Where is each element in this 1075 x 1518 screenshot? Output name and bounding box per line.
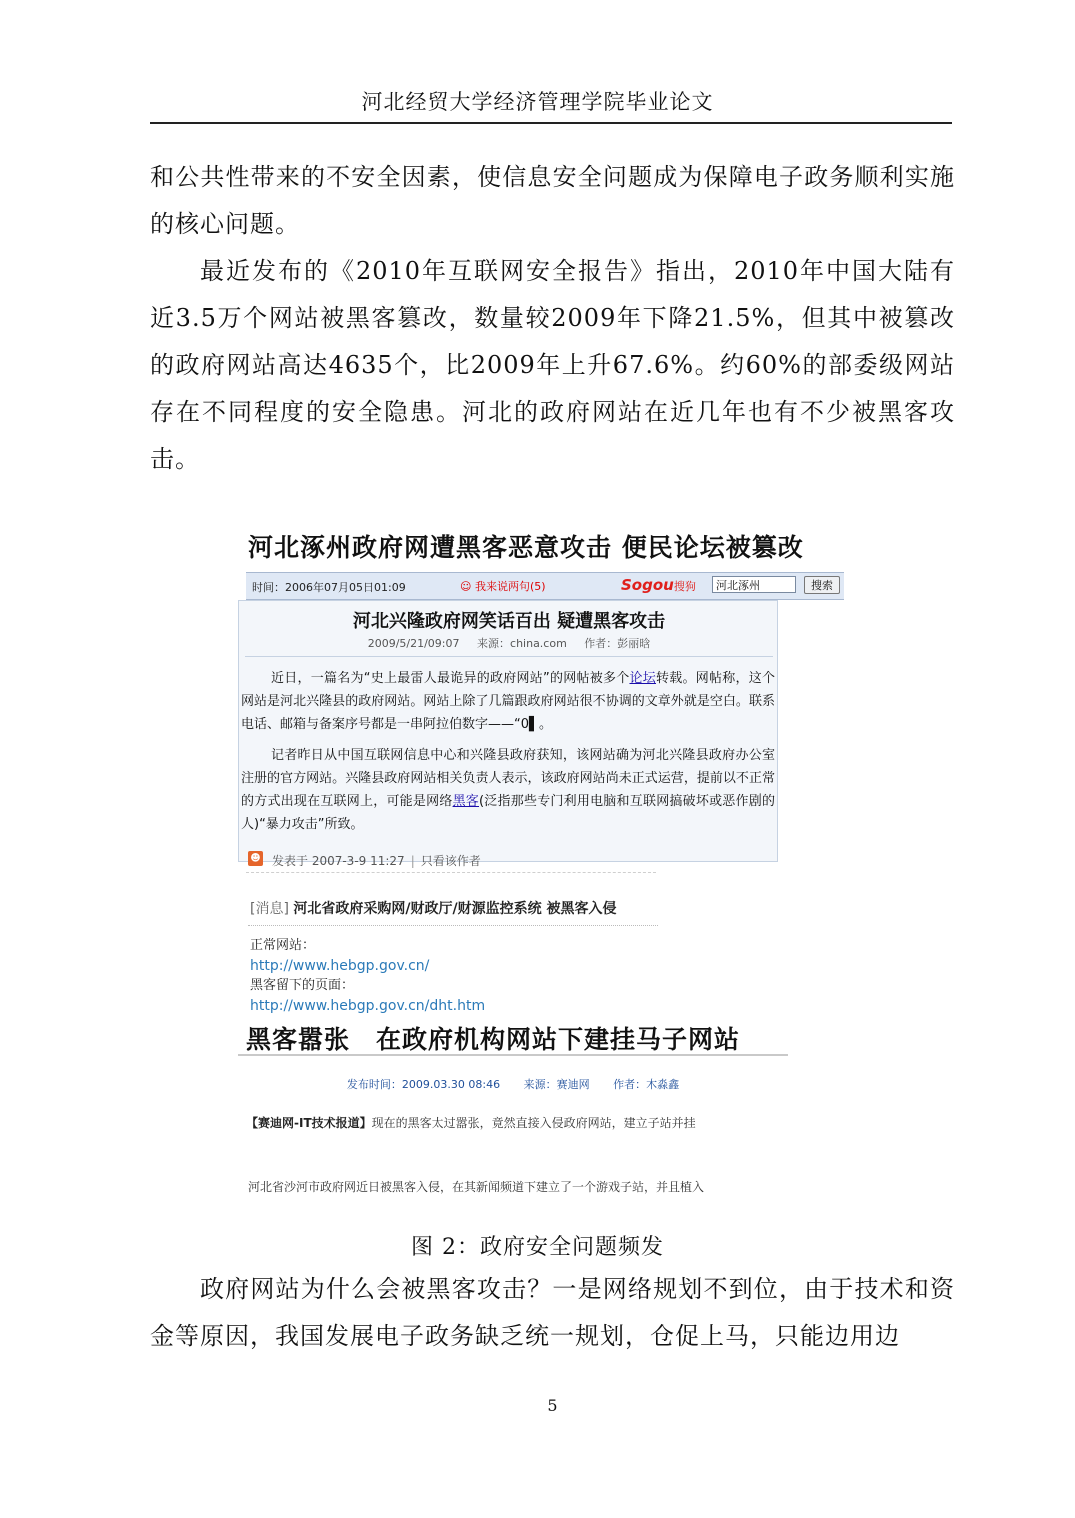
clip4-hacked-url: http://www.hebgp.gov.cn/dht.htm (250, 998, 486, 1014)
clip2-hacker-link: 黑客 (452, 794, 480, 809)
comment-icon: ☺ (460, 580, 472, 593)
clip2-author: 作者：彭丽晗 (584, 637, 651, 650)
clip4-title: 河北省政府采购网/财政厅/财源监控系统 被黑客入侵 (293, 901, 617, 917)
figure-2 (238, 520, 848, 1200)
user-icon: ☻ (248, 851, 263, 866)
clip2-p2-text-b: (泛指那些专门利用电脑和互联网搞破坏或恶作剧的人)“暴力攻击”所致。 (241, 794, 775, 832)
clip2-p2-text-a: 记者昨日从中国互联网信息中心和兴隆县政府获知，该网站确为河北兴隆县政府办公室注册的官方网站。兴隆县政府网站相关负责人表示，该政府网站尚未正式运营，提前以不正常的方式出现在互联网上，可能是网络 (241, 748, 775, 809)
clip2-headline: 河北兴隆政府网笑话百出 疑遭黑客攻击 (352, 611, 666, 632)
clip5-lead (246, 1114, 696, 1131)
clip2-source: 来源：china.com (477, 637, 567, 650)
clip2-rule (245, 656, 773, 657)
clip1-headline: 河北涿州政府网遭黑客恶意攻击 便民论坛被篡改 (248, 533, 804, 562)
sogou-logo (621, 576, 696, 594)
clip5-lead-text: 现在的黑客太过嚣张，竟然直接入侵政府网站，建立子站并挂 (371, 1116, 696, 1130)
clip4-hacked-label: 黑客留下的页面： (250, 978, 355, 993)
clip3-posted: 发表于 2007-3-9 11:27 (272, 854, 405, 868)
clip2-forum-link: 论坛 (629, 671, 656, 686)
clip2-paragraph-2 (241, 744, 775, 836)
clip5-source: 来源：赛迪网 (523, 1078, 590, 1091)
running-header: 河北经贸大学经济管理学院毕业论文 (361, 90, 714, 114)
clip2-body (241, 667, 775, 844)
clip2-p1-text-a: 近日，一篇名为“史上最雷人最诡异的政府网站”的网帖被多个 (271, 671, 630, 686)
clip1-search-button: 搜索 (804, 576, 840, 594)
clip4-normal-label: 正常网站： (250, 938, 316, 953)
clip5-lead-tag: 【赛迪网-IT技术报道】 (246, 1116, 372, 1130)
page-number: 5 (547, 1396, 558, 1415)
sogou-logo-text: Sogou (621, 576, 674, 594)
clip1-comment-link (460, 578, 546, 594)
clip5-meta (238, 1076, 788, 1092)
clip5-rule (238, 1054, 788, 1056)
clip3-only-author: 只看该作者 (420, 854, 481, 868)
paragraph-1: 和公共性带来的不安全因素，使信息安全问题成为保障电子政务顺利实施的核心问题。 (150, 163, 955, 238)
clip2-date: 2009/5/21/09:07 (367, 637, 460, 650)
clip1-comment-label: 我来说两句(5) (474, 580, 546, 593)
clip4-headline (250, 898, 660, 918)
clip5-published: 发布时间：2009.03.30 08:46 (346, 1078, 501, 1091)
clip4-body (250, 936, 485, 1016)
figure-caption: 图 2：政府安全问题频发 (411, 1235, 664, 1260)
clip3-rule (246, 872, 656, 873)
sogou-logo-cn: 搜狗 (673, 580, 696, 593)
clip2-article (238, 600, 778, 862)
clip2-p1-text-b: 转载。网帖称，这个网站是河北兴隆县的政府网站。网站上除了几篇跟政府网站很不协调的文章外就是空白。联系电话、邮箱与备案序号都是一串阿拉伯数字——“0▌。 (241, 671, 775, 732)
clip1-time: 时间：2006年07月05日01:09 (252, 581, 406, 594)
header-rule (150, 122, 952, 124)
clip5-paragraph: 河北省沙河市政府网近日被黑客入侵，在其新闻频道下建立了一个游戏子站，并且植入 (248, 1180, 705, 1194)
clip3-separator: | (410, 854, 415, 868)
clip1-toolbar (246, 572, 844, 600)
clip2-meta (239, 635, 779, 651)
paragraph-2: 最近发布的《2010年互联网安全报告》指出，2010年中国大陆有近3.5万个网站被黑客篡改，数量较2009年下降21.5%，但其中被篡改的政府网站高达4635个，比2009年上升67.6%。约60%的部委级网站存在不同程度的安全隐患。河北的政府网站在近几年也有不少被黑客攻击。 (150, 257, 955, 473)
clip4-rule (248, 925, 658, 926)
clip4-tag: [消息] (250, 901, 289, 917)
clip5-author: 作者：木淼鑫 (613, 1078, 680, 1091)
clip1-search-input: 河北涿州 (712, 576, 796, 593)
clip5-headline: 黑客嚣张 在政府机构网站下建挂马子网站 (246, 1025, 741, 1054)
clip3-text (272, 852, 481, 869)
clip3-post-meta (246, 848, 666, 870)
clip2-paragraph-1 (241, 667, 775, 736)
paragraph-3: 政府网站为什么会被黑客攻击？一是网络规划不到位，由于技术和资金等原因，我国发展电子政务缺乏统一规划，仓促上马，只能边用边 (150, 1275, 955, 1350)
clip4-normal-url: http://www.hebgp.gov.cn/ (250, 958, 430, 974)
